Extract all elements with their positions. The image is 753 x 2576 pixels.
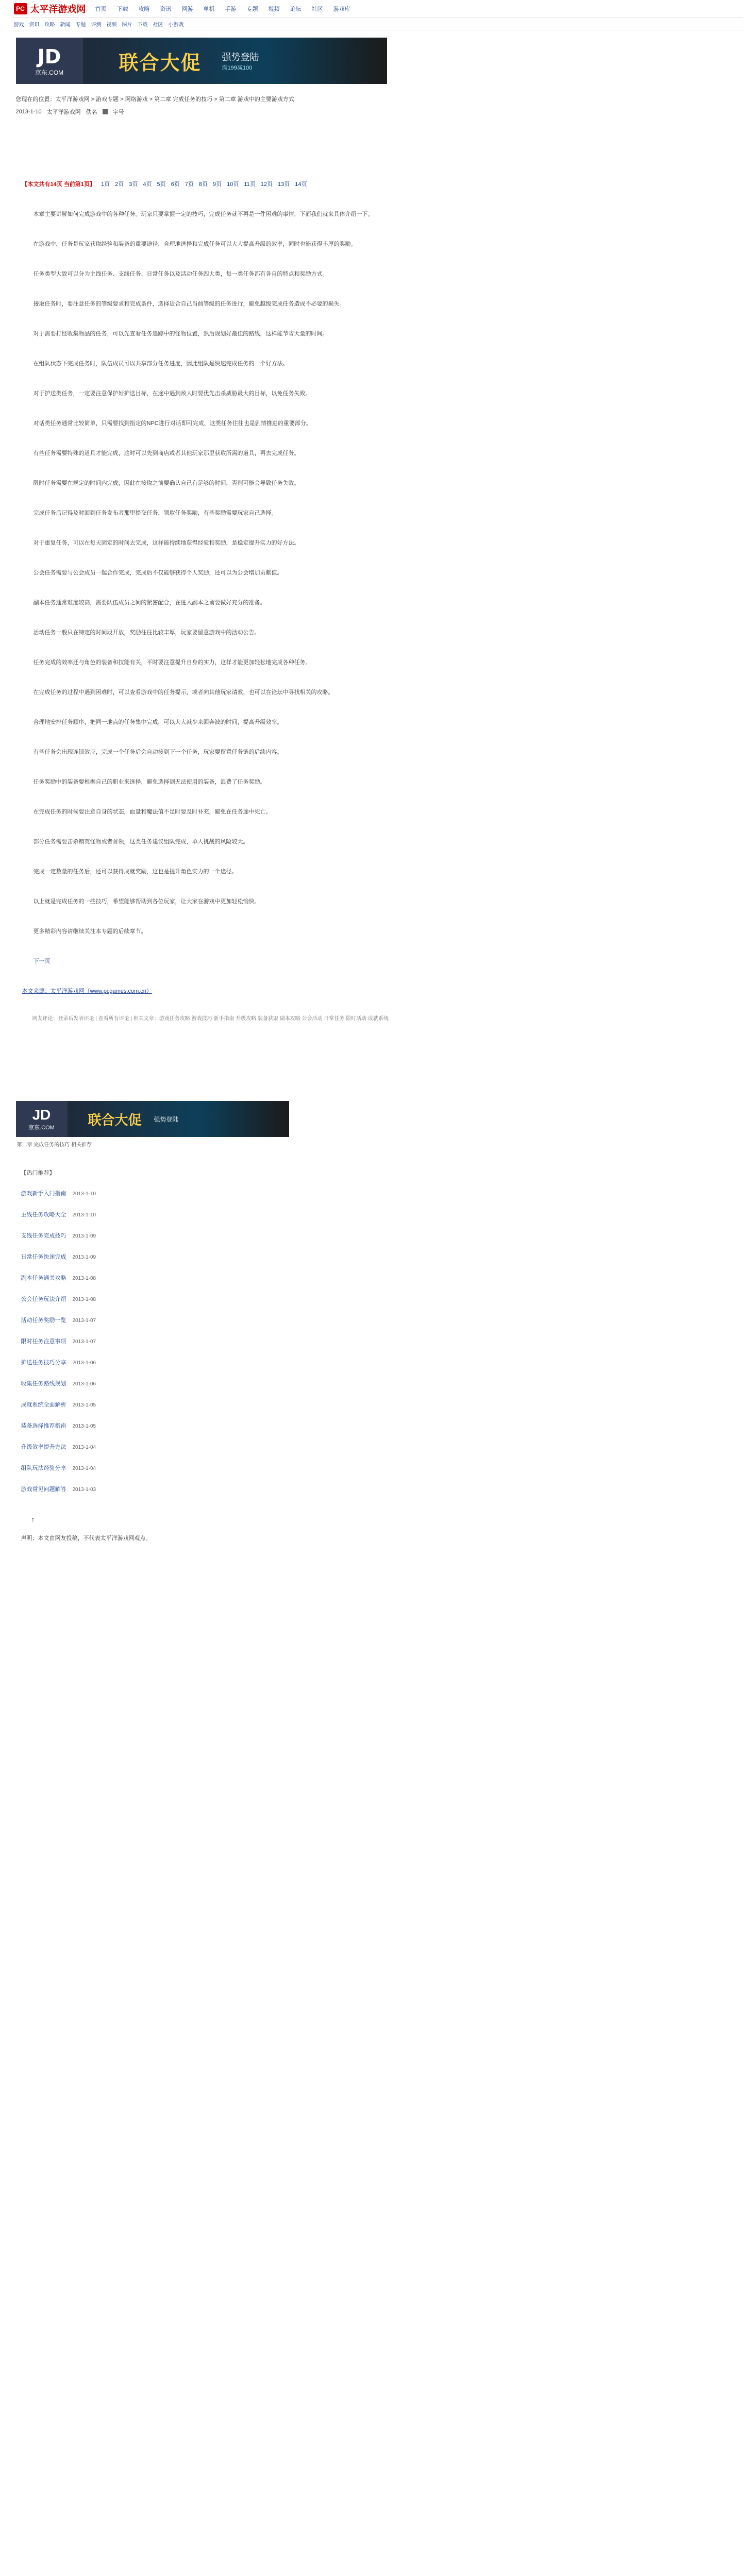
article-paragraph: 部分任务需要击杀精英怪物或者首领，这类任务建议组队完成，单人挑战的风险较大。: [33, 839, 249, 845]
list-item-date: 2013-1-08: [72, 1276, 96, 1281]
page-link[interactable]: 4页: [143, 181, 152, 188]
top-nav: [95, 5, 350, 13]
related-list-title: 【热门推荐】: [21, 1170, 55, 1176]
list-item-link[interactable]: 主线任务攻略大全: [21, 1212, 66, 1218]
top-nav-item[interactable]: 游戏库: [333, 6, 350, 12]
article-paragraph: 任务完成的效率还与角色的装备和技能有关，平时要注意提升自身的实力，这样才能更加轻松地完成各种任务。: [33, 659, 311, 666]
page-link[interactable]: 6页: [171, 181, 180, 188]
list-item-date: 2013-1-07: [72, 1339, 96, 1345]
jd-logo-sub: 京东.COM: [35, 69, 64, 76]
jd-banner[interactable]: [16, 38, 387, 84]
article-paragraph: 接取任务时，要注意任务的等级要求和完成条件，选择适合自己当前等级的任务进行，避免越级完成任务造成不必要的损失。: [33, 301, 345, 307]
jd-logo-text: JD: [37, 45, 61, 68]
page-link[interactable]: 14页: [295, 181, 307, 188]
logo-text: 太平洋游戏网: [30, 4, 86, 14]
breadcrumb: 您现在的位置：太平洋游戏网 > 游戏专题 > 网络游戏 > 第二章 完成任务的技巧 > 第二章 游戏中的主要游戏方式: [15, 96, 294, 103]
list-item-date: 2013-1-04: [72, 1445, 96, 1450]
list-item-link[interactable]: 装备选择推荐指南: [21, 1423, 66, 1429]
sub-nav-item[interactable]: 社区: [153, 22, 163, 28]
list-item[interactable]: [21, 1464, 722, 1473]
banner-subline: [222, 50, 259, 72]
sub-nav-item[interactable]: 评测: [91, 22, 102, 28]
page-count-label: 【本文共有14页 当前第1页】: [22, 181, 95, 188]
article-paragraph: 完成一定数量的任务后，还可以获得成就奖励，这也是提升角色实力的一个途径。: [33, 869, 238, 875]
list-item-link[interactable]: 成就系统全面解析: [21, 1402, 66, 1408]
site-logo[interactable]: [14, 2, 86, 15]
jd-banner-2[interactable]: [16, 1101, 289, 1137]
top-bar: [11, 0, 743, 18]
list-item-date: 2013-1-06: [72, 1360, 96, 1366]
list-item[interactable]: [21, 1337, 722, 1347]
article-paragraph: 合理地安排任务顺序，把同一地点的任务集中完成，可以大大减少来回奔波的时间，提高升级效率。: [33, 719, 283, 725]
list-item[interactable]: [21, 1443, 722, 1452]
sub-nav-item[interactable]: 新闻: [60, 22, 71, 28]
banner-headline: 联合大促: [119, 52, 202, 74]
font-size-icon[interactable]: [103, 109, 108, 114]
article-paragraph: 对于护送类任务，一定要注意保护好护送目标，在途中遇到敌人时要优先击杀威胁最大的目标，以免任务失败。: [33, 391, 311, 397]
top-nav-item[interactable]: 论坛: [290, 6, 302, 12]
page-link[interactable]: 5页: [157, 181, 166, 188]
top-nav-item[interactable]: 视频: [268, 6, 280, 12]
list-item[interactable]: [21, 1485, 722, 1495]
article-paragraph: 在组队状态下完成任务时，队伍成员可以共享部分任务进度，因此组队是快速完成任务的一个好方法。: [33, 361, 289, 367]
related-list: [21, 1168, 722, 1495]
page-link[interactable]: 3页: [129, 181, 138, 188]
article-paragraph: 更多精彩内容请继续关注本专题的后续章节。: [33, 928, 147, 935]
sub-nav-item[interactable]: 小游戏: [168, 22, 184, 28]
article-paragraph: 对于重复任务，可以在每天固定的时间去完成，这样能持续地获得经验和奖励，是稳定提升实力的好方法。: [33, 540, 300, 546]
list-item-link[interactable]: 支线任务完成技巧: [21, 1233, 66, 1239]
article-paragraph: 有些任务会出现连锁效应，完成一个任务后会自动接到下一个任务，玩家要留意任务链的后续内容。: [33, 749, 283, 755]
list-item-date: 2013-1-03: [72, 1487, 96, 1493]
page-link[interactable]: 2页: [115, 181, 124, 188]
sub-nav-item[interactable]: 图片: [122, 22, 132, 28]
top-nav-item[interactable]: 手游: [225, 6, 237, 12]
list-item[interactable]: [21, 1295, 722, 1304]
page-link[interactable]: 13页: [278, 181, 290, 188]
logo-mark: PC: [14, 3, 27, 14]
list-item[interactable]: [21, 1189, 722, 1199]
article-source: 太平洋游戏网: [46, 109, 81, 115]
page-link[interactable]: 1页: [101, 181, 110, 188]
banner2-headline: 联合大促: [88, 1112, 142, 1128]
list-item-link[interactable]: 游戏常见问题解答: [21, 1486, 66, 1493]
pagination: [101, 178, 307, 191]
list-item[interactable]: [21, 1252, 722, 1262]
list-item-date: 2013-1-10: [72, 1212, 96, 1218]
article-paragraph: 完成任务后记得及时回到任务发布者那里提交任务，领取任务奖励，有些奖励需要玩家自己选择。: [33, 510, 277, 516]
page-link[interactable]: 7页: [185, 181, 194, 188]
related-caption: 第二章 完成任务的技巧 相关推荐: [16, 1142, 92, 1148]
article-paragraph: 在完成任务的时候要注意自身的状态，血量和魔法值不足时要及时补充，避免在任务途中死亡。: [33, 809, 272, 815]
list-item[interactable]: [21, 1379, 722, 1389]
top-nav-item[interactable]: 网游: [181, 6, 193, 12]
top-nav-item[interactable]: 下载: [116, 6, 128, 12]
list-item-date: 2013-1-05: [72, 1402, 96, 1408]
banner-promo: [83, 38, 387, 84]
list-item-link[interactable]: 公会任务玩法介绍: [21, 1296, 66, 1302]
article-paragraph: 任务奖励中的装备要根据自己的职业来选择，避免选择到无法使用的装备，浪费了任务奖励。: [33, 779, 266, 785]
page-link[interactable]: 11页: [244, 181, 256, 188]
sub-nav-item[interactable]: 下载: [137, 22, 148, 28]
list-item[interactable]: [21, 1210, 722, 1220]
top-nav-item[interactable]: 攻略: [138, 6, 150, 12]
list-item[interactable]: [21, 1421, 722, 1431]
back-to-top-icon[interactable]: ↑: [31, 1515, 35, 1523]
next-page-anchor[interactable]: 下一页: [33, 958, 51, 964]
jd-logo-2: [16, 1101, 68, 1137]
article-paragraph: 副本任务通常难度较高，需要队伍成员之间的紧密配合，在进入副本之前要做好充分的准备。: [33, 600, 266, 606]
list-item-link[interactable]: 收集任务路线规划: [21, 1381, 66, 1387]
article-meta: [16, 108, 743, 116]
sub-nav-item[interactable]: 专题: [75, 22, 86, 28]
jd-logo-2-sub: 京东.COM: [28, 1125, 55, 1131]
top-nav-item[interactable]: 专题: [246, 6, 258, 12]
list-item[interactable]: [21, 1316, 722, 1326]
list-item[interactable]: [21, 1400, 722, 1410]
article-paragraph: 本章主要讲解如何完成游戏中的各种任务。玩家只要掌握一定的技巧，完成任务就不再是一件困难的事情，下面我们就来具体介绍一下。: [33, 211, 374, 217]
page-link[interactable]: 12页: [260, 181, 273, 188]
article-paragraph: 公会任务需要与公会成员一起合作完成，完成后不仅能够获得个人奖励，还可以为公会增加贡献值。: [33, 570, 283, 576]
article-paragraph: 在完成任务的过程中遇到困难时，可以查看游戏中的任务提示，或者向其他玩家请教，也可以在论坛中寻找相关的攻略。: [33, 689, 334, 696]
list-item-date: 2013-1-07: [72, 1318, 96, 1324]
list-item-link[interactable]: 活动任务奖励一览: [21, 1317, 66, 1324]
list-item-date: 2013-1-04: [72, 1466, 96, 1471]
page-link[interactable]: 10页: [227, 181, 239, 188]
sub-nav-item[interactable]: 游戏: [13, 22, 24, 28]
list-item-link[interactable]: 护送任务技巧分享: [21, 1360, 66, 1366]
banner-subline-text: 强势登陆: [222, 52, 259, 62]
top-nav-item[interactable]: 社区: [311, 6, 323, 12]
list-item-date: 2013-1-10: [72, 1191, 96, 1197]
list-item-link[interactable]: 日常任务快速完成: [21, 1254, 66, 1260]
list-item[interactable]: [21, 1274, 722, 1283]
article-paragraph: 以上就是完成任务的一些技巧，希望能够帮助到各位玩家，让大家在游戏中更加轻松愉快。: [33, 899, 260, 905]
list-item-date: 2013-1-09: [72, 1233, 96, 1239]
list-item-link[interactable]: 副本任务通关攻略: [21, 1275, 66, 1281]
footer-statement: 声明：本文由网友投稿，不代表太平洋游戏网观点。: [21, 1535, 152, 1541]
source-link[interactable]: 本文来源：太平洋游戏网（www.pcgames.com.cn）: [22, 988, 152, 994]
article-lead: [22, 178, 723, 191]
article-paragraph: 任务类型大致可以分为主线任务、支线任务、日常任务以及活动任务四大类，每一类任务都有各自的特点和奖励方式。: [33, 271, 328, 277]
list-item-link[interactable]: 组队玩法经验分享: [21, 1465, 66, 1471]
banner2-promo: [68, 1101, 289, 1137]
jd-logo-2-text: JD: [32, 1107, 51, 1123]
list-item-date: 2013-1-05: [72, 1423, 96, 1429]
jd-logo: [16, 38, 83, 84]
article-paragraph: 限时任务需要在规定的时间内完成，因此在接取之前要确认自己有足够的时间，否则可能会导致任务失败。: [33, 480, 300, 486]
top-nav-item[interactable]: 单机: [203, 6, 215, 12]
banner2-subline: 强势登陆: [154, 1115, 179, 1123]
article-body: [22, 178, 723, 1024]
page-link[interactable]: 9页: [212, 181, 222, 188]
source-line: [22, 985, 723, 998]
article-paragraph: 有些任务需要特殊的道具才能完成，这时可以先到商店或者其他玩家那里获取所需的道具，再去完成任务。: [33, 450, 300, 456]
list-item-date: 2013-1-06: [72, 1381, 96, 1387]
sub-nav: [11, 18, 743, 30]
next-page-link[interactable]: [22, 955, 723, 968]
sub-nav-item[interactable]: 视频: [106, 22, 117, 28]
list-item-date: 2013-1-09: [72, 1255, 96, 1260]
top-nav-item[interactable]: 首页: [95, 6, 107, 12]
article-paragraph: 在游戏中，任务是玩家获取经验和装备的重要途径，合理地选择和完成任务可以大大提高升级的效率，同时也能获得丰厚的奖励。: [33, 241, 357, 247]
article-footnote: 网友评论：登录后发表评论 | 查看所有评论 | 相关文章：游戏任务攻略 游戏技巧 新手指南 升级攻略 装备获取 副本攻略 公会活动 日常任务 限时活动 成就系统: [32, 1016, 389, 1022]
article-author: 佚名: [86, 109, 97, 115]
top-nav-item[interactable]: 资讯: [160, 6, 172, 12]
article-paragraph: 活动任务一般只在特定的时间段开放，奖励往往比较丰厚，玩家要留意游戏中的活动公告。: [33, 630, 260, 636]
font-size-label[interactable]: 字号: [112, 109, 124, 115]
article-paragraph: 对话类任务通常比较简单，只需要找到指定的NPC进行对话即可完成，这类任务往往也是剧情推进的重要部分。: [33, 420, 312, 427]
page-link[interactable]: 8页: [198, 181, 208, 188]
sub-nav-item[interactable]: 攻略: [44, 22, 55, 28]
sub-nav-item[interactable]: 资讯: [29, 22, 40, 28]
article-date: 2013-1-10: [15, 109, 42, 115]
article-paragraphs: [22, 208, 723, 938]
list-item-link[interactable]: 升级效率提升方法: [21, 1444, 66, 1450]
list-item-date: 2013-1-08: [72, 1297, 96, 1302]
list-item[interactable]: [21, 1231, 722, 1241]
article-paragraph: 对于需要打怪收集物品的任务，可以先查看任务追踪中的怪物位置，然后规划好最佳的路线，这样能节省大量的时间。: [33, 331, 328, 337]
list-item-link[interactable]: 游戏新手入门指南: [21, 1191, 66, 1197]
banner-subline-small: 满199减100: [222, 65, 253, 71]
list-item[interactable]: [21, 1358, 722, 1368]
list-item-link[interactable]: 限时任务注意事项: [21, 1338, 66, 1345]
